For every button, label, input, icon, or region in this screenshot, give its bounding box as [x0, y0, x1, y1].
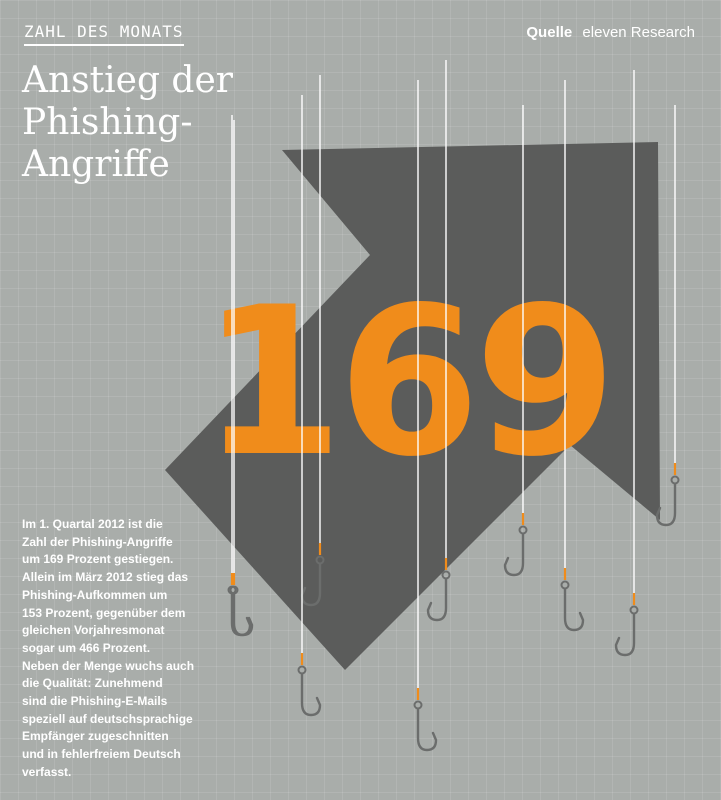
body-line: Phishing-Aufkommen um	[22, 587, 168, 602]
body-line: und in fehlerfreiem Deutsch	[22, 747, 181, 762]
hook-eye	[443, 572, 450, 579]
fishing-hook-icon	[616, 614, 634, 655]
fishing-hook-icon	[418, 709, 436, 750]
hook-eye	[631, 607, 638, 614]
source-label: Quelle	[526, 24, 573, 41]
body-line: gleichen Vorjahresmonat	[22, 623, 165, 638]
hook-eye	[672, 477, 679, 484]
headline-number: 169	[201, 264, 611, 502]
hook-eye	[299, 667, 306, 674]
body-line: sogar um 466 Prozent.	[22, 640, 151, 655]
body-line: speziell auf deutschsprachige	[22, 711, 193, 726]
title-line: Phishing-	[22, 102, 193, 143]
body-line: die Qualität: Zunehmend	[22, 676, 163, 691]
body-line: Im 1. Quartal 2012 ist die	[22, 517, 163, 531]
fishing-hook-icon	[505, 534, 523, 575]
title-line: Anstieg der	[22, 60, 233, 101]
body-line: um 169 Prozent gestiegen.	[22, 552, 174, 567]
body-line: Zahl der Phishing-Angriffe	[22, 534, 173, 549]
body-line: Neben der Menge wuchs auch	[22, 658, 195, 673]
hook-eye	[520, 527, 527, 534]
page-title	[22, 60, 302, 186]
section-kicker: ZAHL DES MONATS	[24, 22, 184, 46]
source-credit	[526, 24, 695, 41]
fishing-hook-icon	[565, 589, 583, 630]
hook-eye	[562, 582, 569, 589]
source-name: eleven Research	[582, 24, 695, 41]
body-line: 153 Prozent, gegenüber dem	[22, 605, 186, 620]
body-paragraph	[22, 516, 272, 782]
hook-eye	[415, 702, 422, 709]
fishing-hook-icon	[428, 579, 446, 620]
body-line: sind die Phishing-E-Mails	[22, 694, 168, 709]
fishing-hook-icon	[302, 674, 320, 715]
title-line: Angriffe	[22, 144, 170, 185]
body-line: Empfänger zugeschnitten	[22, 729, 169, 744]
body-line: verfasst.	[22, 764, 72, 779]
body-line: Allein im März 2012 stieg das	[22, 570, 189, 585]
